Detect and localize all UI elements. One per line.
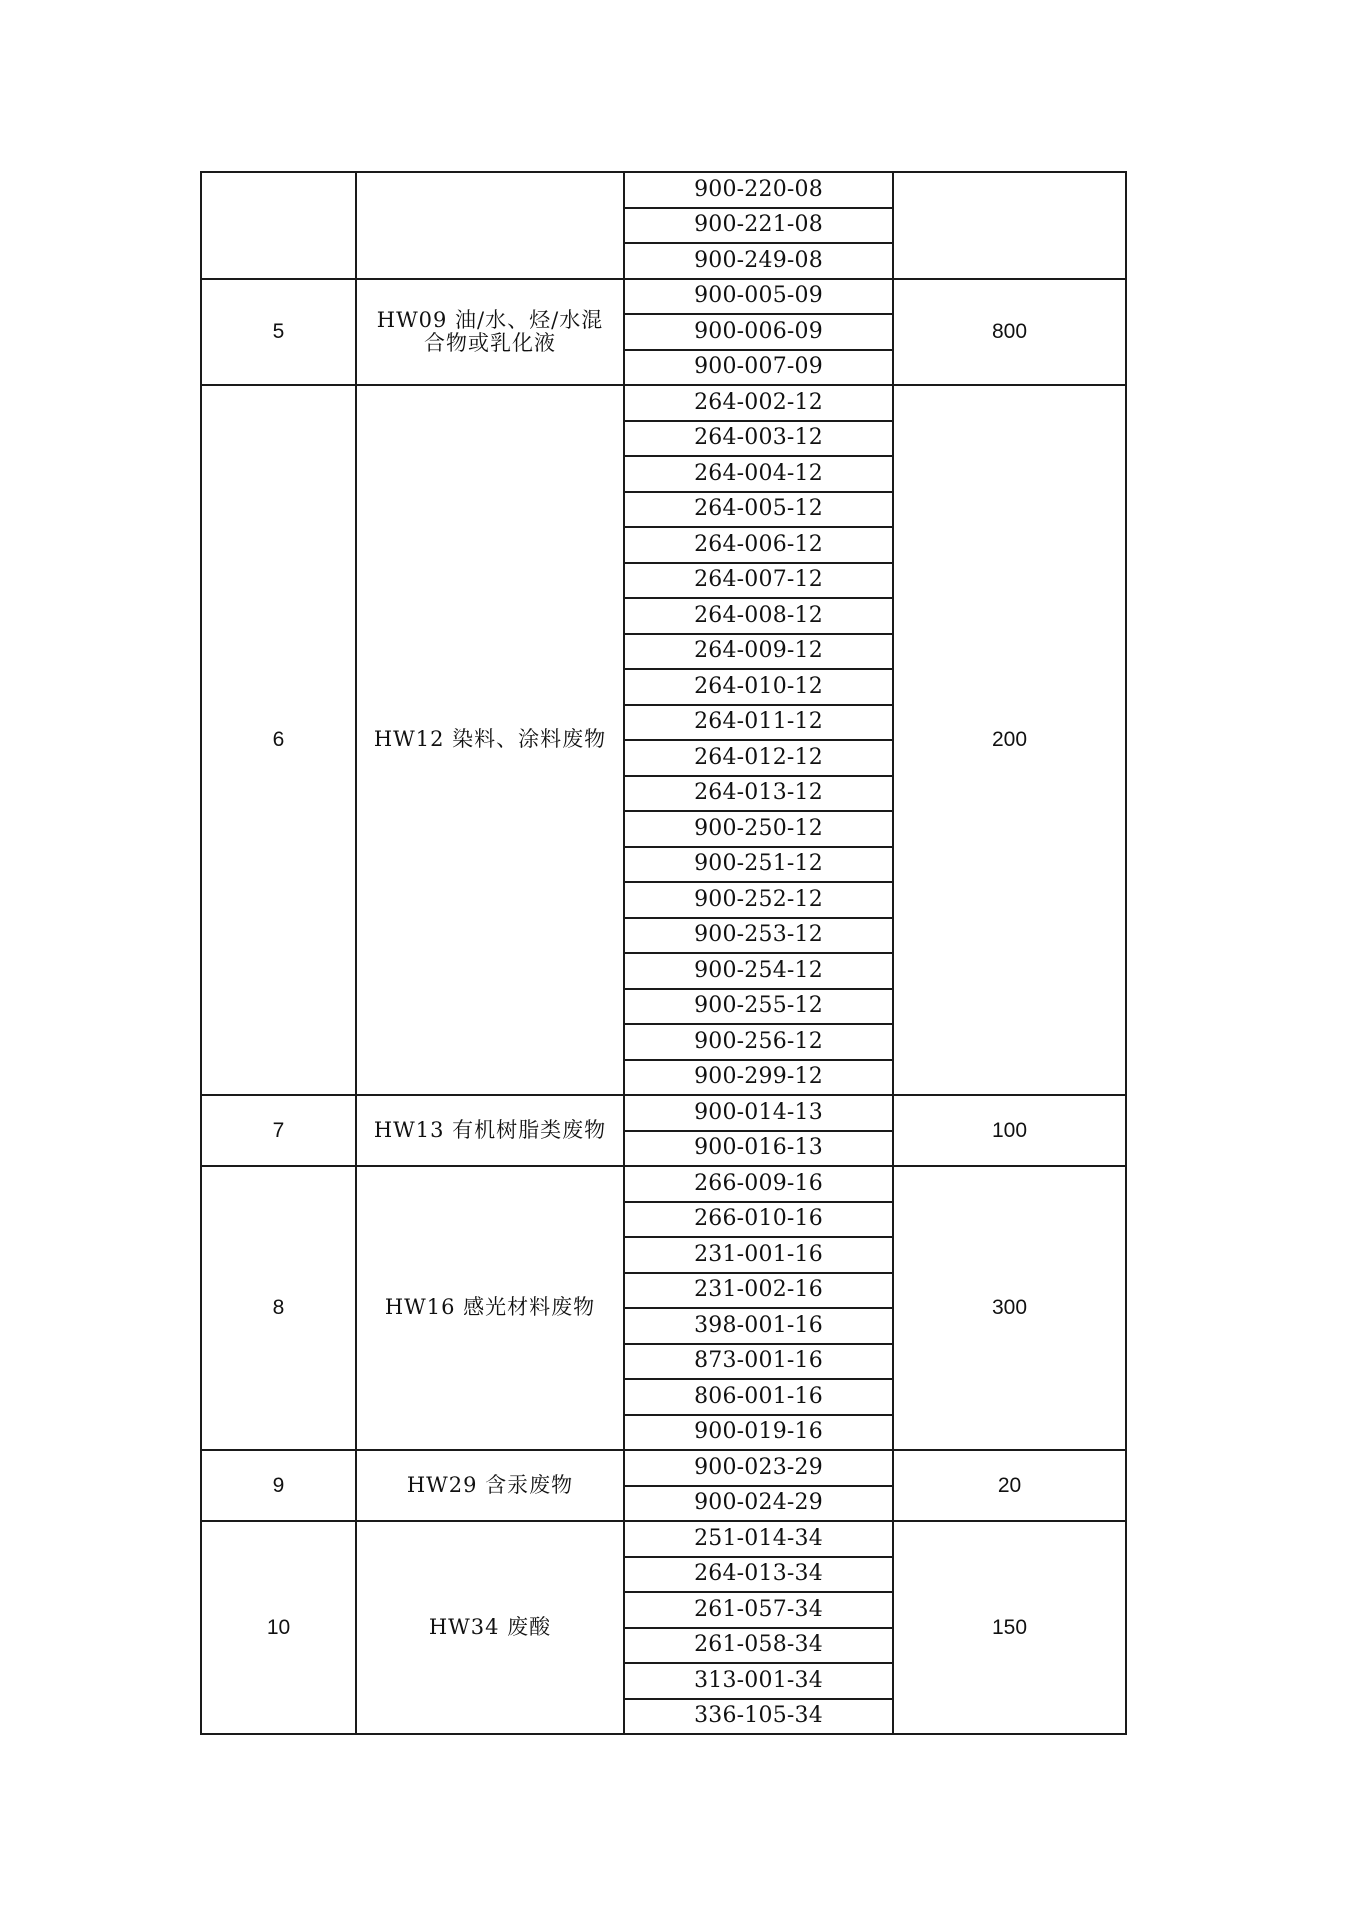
waste-code-cell: 251-014-34 <box>624 1521 893 1557</box>
table-row <box>201 1521 1126 1557</box>
waste-code-cell: 900-220-08 <box>624 172 893 208</box>
waste-code-cell: 398-001-16 <box>624 1308 893 1344</box>
waste-code-cell: 900-024-29 <box>624 1486 893 1522</box>
serial-number-cell: 10 <box>201 1521 356 1734</box>
waste-code-cell: 261-058-34 <box>624 1628 893 1664</box>
waste-category-cell: HW12 染料、涂料废物 <box>356 385 624 1095</box>
waste-code-cell: 261-057-34 <box>624 1592 893 1628</box>
waste-code-cell: 264-013-12 <box>624 776 893 812</box>
waste-code-cell: 264-005-12 <box>624 492 893 528</box>
waste-code-cell: 231-001-16 <box>624 1237 893 1273</box>
waste-code-cell: 264-009-12 <box>624 634 893 670</box>
table-row <box>201 1450 1126 1486</box>
waste-code-cell: 900-023-29 <box>624 1450 893 1486</box>
waste-category-cell: HW29 含汞废物 <box>356 1450 624 1521</box>
waste-category-cell: HW16 感光材料废物 <box>356 1166 624 1450</box>
waste-code-cell: 231-002-16 <box>624 1273 893 1309</box>
waste-code-cell: 900-299-12 <box>624 1060 893 1096</box>
waste-code-cell: 264-006-12 <box>624 527 893 563</box>
waste-code-cell: 900-254-12 <box>624 953 893 989</box>
waste-code-cell: 900-249-08 <box>624 243 893 279</box>
table-row <box>201 385 1126 421</box>
serial-number-cell <box>201 172 356 279</box>
waste-code-cell: 264-010-12 <box>624 669 893 705</box>
waste-code-cell: 900-251-12 <box>624 847 893 883</box>
amount-cell: 150 <box>893 1521 1126 1734</box>
amount-cell: 20 <box>893 1450 1126 1521</box>
waste-code-cell: 900-019-16 <box>624 1415 893 1451</box>
waste-category-cell: HW34 废酸 <box>356 1521 624 1734</box>
table-row <box>201 279 1126 315</box>
serial-number-cell: 5 <box>201 279 356 386</box>
waste-code-cell: 900-005-09 <box>624 279 893 315</box>
waste-code-cell: 900-256-12 <box>624 1024 893 1060</box>
amount-cell: 200 <box>893 385 1126 1095</box>
serial-number-cell: 8 <box>201 1166 356 1450</box>
table-row <box>201 1166 1126 1202</box>
waste-code-cell: 900-016-13 <box>624 1131 893 1167</box>
waste-code-cell: 873-001-16 <box>624 1344 893 1380</box>
waste-category-cell: HW09 油/水、烃/水混合物或乳化液 <box>356 279 624 386</box>
waste-code-cell: 266-010-16 <box>624 1202 893 1238</box>
serial-number-cell: 7 <box>201 1095 356 1166</box>
amount-cell: 100 <box>893 1095 1126 1166</box>
waste-code-cell: 264-013-34 <box>624 1557 893 1593</box>
waste-code-cell: 900-255-12 <box>624 989 893 1025</box>
waste-code-cell: 900-252-12 <box>624 882 893 918</box>
serial-number-cell: 9 <box>201 1450 356 1521</box>
waste-code-cell: 900-006-09 <box>624 314 893 350</box>
amount-cell: 300 <box>893 1166 1126 1450</box>
waste-table <box>200 171 1127 1735</box>
waste-code-cell: 313-001-34 <box>624 1663 893 1699</box>
waste-category-cell <box>356 172 624 279</box>
waste-code-cell: 264-004-12 <box>624 456 893 492</box>
waste-table-body <box>201 172 1126 1734</box>
waste-category-cell: HW13 有机树脂类废物 <box>356 1095 624 1166</box>
waste-code-cell: 900-014-13 <box>624 1095 893 1131</box>
waste-code-cell: 900-250-12 <box>624 811 893 847</box>
waste-code-cell: 900-253-12 <box>624 918 893 954</box>
waste-code-cell: 264-012-12 <box>624 740 893 776</box>
waste-code-cell: 264-007-12 <box>624 563 893 599</box>
waste-code-cell: 900-221-08 <box>624 208 893 244</box>
waste-code-cell: 264-008-12 <box>624 598 893 634</box>
waste-code-cell: 264-002-12 <box>624 385 893 421</box>
serial-number-cell: 6 <box>201 385 356 1095</box>
table-row <box>201 172 1126 208</box>
waste-code-cell: 900-007-09 <box>624 350 893 386</box>
amount-cell: 800 <box>893 279 1126 386</box>
waste-code-cell: 266-009-16 <box>624 1166 893 1202</box>
waste-code-cell: 336-105-34 <box>624 1699 893 1735</box>
waste-code-cell: 806-001-16 <box>624 1379 893 1415</box>
waste-code-cell: 264-011-12 <box>624 705 893 741</box>
waste-code-cell: 264-003-12 <box>624 421 893 457</box>
table-row <box>201 1095 1126 1131</box>
amount-cell <box>893 172 1126 279</box>
